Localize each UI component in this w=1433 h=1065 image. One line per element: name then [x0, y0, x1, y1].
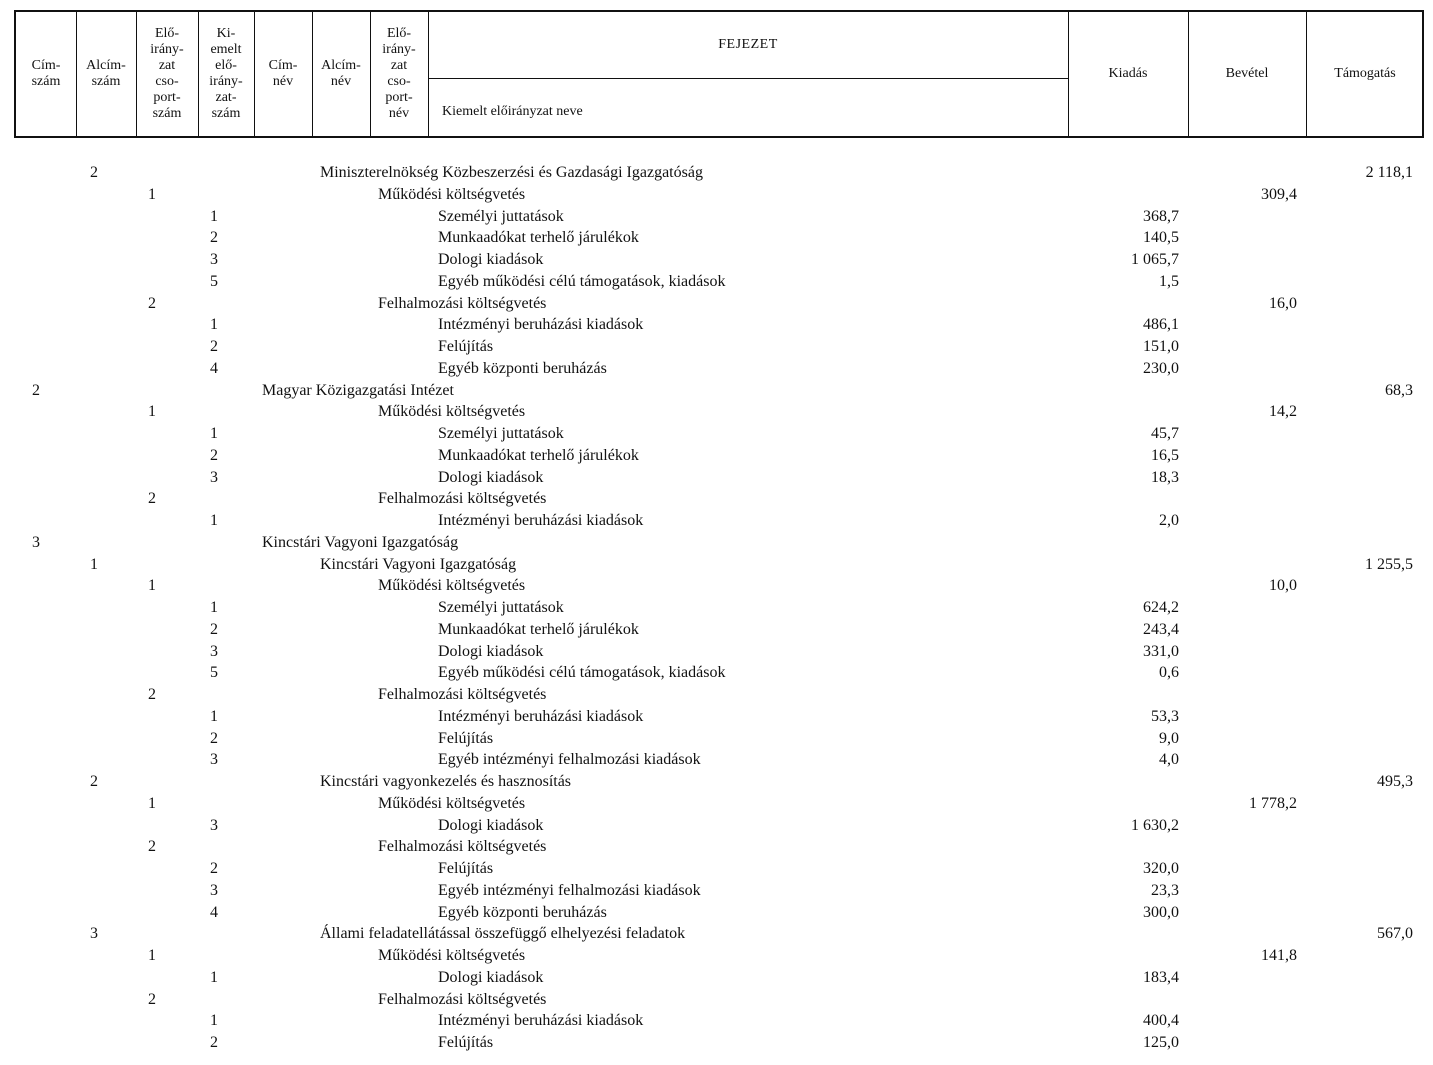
row-name: Működési költségvetés	[378, 794, 526, 812]
table-row	[0, 730, 1433, 752]
header-cimnev: Cím- név	[268, 58, 298, 89]
table-row	[0, 229, 1433, 251]
row-name: Dologi kiadások	[438, 968, 544, 986]
row-code: 5	[210, 272, 218, 290]
row-name: Működési költségvetés	[378, 185, 526, 203]
table-row	[0, 382, 1433, 404]
row-name: Működési költségvetés	[378, 403, 526, 421]
table-row	[0, 534, 1433, 556]
table-row	[0, 599, 1433, 621]
row-code: 1	[210, 207, 218, 225]
header-alcimszam: Alcím- szám	[86, 58, 126, 89]
row-code: 2	[90, 773, 98, 790]
row-name: Állami feladatellátással összefüggő elhelyezési feladatok	[320, 925, 686, 943]
table-row	[0, 1034, 1433, 1056]
header-cimszam: Cím- szám	[31, 58, 61, 89]
header-divider	[428, 78, 1068, 79]
row-kiadas: 1,5	[1159, 272, 1179, 290]
table-row	[0, 838, 1433, 860]
header-eloiranyzat-csoportszam: Elő- irány- zat cso- port- szám	[150, 26, 184, 121]
row-name: Magyar Közigazgatási Intézet	[262, 381, 454, 399]
table-row	[0, 860, 1433, 882]
row-kiadas: 1 065,7	[1131, 251, 1179, 268]
table-row	[0, 621, 1433, 643]
row-code: 2	[210, 229, 218, 247]
row-bevetel: 10,0	[1269, 577, 1297, 595]
row-code: 2	[210, 446, 218, 464]
row-code: 2	[32, 381, 40, 399]
row-name: Személyi juttatások	[438, 425, 564, 442]
row-name: Egyéb intézményi felhalmozási kiadások	[438, 751, 701, 769]
row-code: 2	[210, 620, 218, 638]
row-name: Dologi kiadások	[438, 642, 544, 660]
row-bevetel: 1 778,2	[1249, 794, 1297, 812]
row-code: 2	[148, 294, 156, 312]
row-name: Miniszterelnökség Közbeszerzési és Gazdasági Igazgatóság	[320, 164, 703, 181]
row-code: 3	[210, 881, 218, 899]
row-kiadas: 9,0	[1159, 729, 1179, 747]
row-kiadas: 300,0	[1143, 903, 1179, 921]
row-name: Intézményi beruházási kiadások	[438, 1012, 644, 1030]
row-code: 2	[148, 990, 156, 1008]
row-kiadas: 16,5	[1151, 446, 1179, 464]
row-name: Felhalmozási költségvetés	[378, 686, 547, 703]
table-row	[0, 882, 1433, 904]
table-row	[0, 577, 1433, 599]
table-row	[0, 425, 1433, 447]
table-row	[0, 795, 1433, 817]
row-code: 2	[210, 1034, 218, 1051]
row-kiadas: 23,3	[1151, 881, 1179, 899]
row-tamogatas: 1 255,5	[1365, 555, 1413, 573]
row-name: Egyéb intézményi felhalmozási kiadások	[438, 881, 701, 899]
table-row	[0, 947, 1433, 969]
row-code: 1	[210, 512, 218, 529]
table-row	[0, 469, 1433, 491]
row-name: Kincstári Vagyoni Igazgatóság	[262, 533, 459, 551]
header-kiemelt-nev: Kiemelt előirányzat neve	[442, 104, 583, 119]
row-code: 3	[90, 925, 98, 943]
header-eloiranyzat-csoportnev: Elő- irány- zat cso- port- név	[382, 26, 416, 121]
row-name: Felújítás	[438, 338, 494, 355]
table-row	[0, 251, 1433, 273]
row-tamogatas: 68,3	[1385, 381, 1413, 399]
row-name: Felújítás	[438, 729, 494, 747]
row-code: 2	[148, 686, 156, 703]
row-code: 2	[210, 729, 218, 747]
row-kiadas: 45,7	[1151, 425, 1179, 442]
row-name: Egyéb működési célú támogatások, kiadások	[438, 272, 726, 290]
row-code: 4	[210, 903, 218, 921]
row-name: Felújítás	[438, 860, 494, 877]
row-name: Dologi kiadások	[438, 816, 544, 834]
table-row	[0, 186, 1433, 208]
row-code: 1	[148, 403, 156, 421]
header-alcimnev: Alcím- név	[321, 58, 361, 89]
row-name: Működési költségvetés	[378, 947, 526, 964]
table-row	[0, 403, 1433, 425]
row-code: 3	[210, 751, 218, 769]
table-row	[0, 643, 1433, 665]
row-kiadas: 243,4	[1143, 620, 1179, 638]
table-row	[0, 925, 1433, 947]
row-tamogatas: 2 118,1	[1365, 164, 1413, 181]
row-kiadas: 400,4	[1143, 1012, 1179, 1030]
row-kiadas: 230,0	[1143, 359, 1179, 377]
row-name: Intézményi beruházási kiadások	[438, 512, 644, 529]
row-name: Egyéb működési célú támogatások, kiadások	[438, 664, 726, 682]
table-row	[0, 686, 1433, 708]
table-row	[0, 316, 1433, 338]
row-kiadas: 368,7	[1143, 207, 1179, 225]
row-code: 1	[210, 425, 218, 442]
table-row	[0, 1012, 1433, 1034]
row-kiadas: 0,6	[1159, 664, 1179, 682]
row-tamogatas: 567,0	[1377, 925, 1413, 943]
table-row	[0, 904, 1433, 926]
header-bevetel: Bevétel	[1225, 66, 1269, 81]
row-code: 2	[210, 338, 218, 355]
row-code: 3	[210, 468, 218, 486]
row-code: 3	[32, 533, 40, 551]
row-kiadas: 140,5	[1143, 229, 1179, 247]
row-name: Felhalmozási költségvetés	[378, 990, 547, 1008]
table-row	[0, 338, 1433, 360]
table-row	[0, 556, 1433, 578]
row-kiadas: 4,0	[1159, 751, 1179, 769]
row-name: Egyéb központi beruházás	[438, 903, 607, 921]
row-name: Dologi kiadások	[438, 251, 544, 268]
row-bevetel: 14,2	[1269, 403, 1297, 421]
row-code: 1	[148, 947, 156, 964]
table-row	[0, 360, 1433, 382]
header-fejezet: FEJEZET	[718, 37, 778, 52]
table-row	[0, 164, 1433, 186]
row-code: 1	[148, 577, 156, 595]
table-row	[0, 991, 1433, 1013]
header-kiemelt-eloiranyzatszam: Ki- emelt elő- irány- zat- szám	[209, 26, 243, 121]
row-name: Felújítás	[438, 1034, 494, 1051]
row-code: 1	[148, 794, 156, 812]
row-tamogatas: 495,3	[1377, 773, 1413, 790]
row-name: Felhalmozási költségvetés	[378, 294, 547, 312]
row-kiadas: 18,3	[1151, 468, 1179, 486]
row-kiadas: 486,1	[1143, 316, 1179, 334]
row-name: Munkaadókat terhelő járulékok	[438, 229, 639, 247]
row-kiadas: 183,4	[1143, 968, 1179, 986]
row-bevetel: 16,0	[1269, 294, 1297, 312]
table-row	[0, 751, 1433, 773]
table-row	[0, 447, 1433, 469]
row-name: Személyi juttatások	[438, 207, 564, 225]
row-code: 1	[210, 316, 218, 334]
table-row	[0, 273, 1433, 295]
table-row	[0, 512, 1433, 534]
row-name: Dologi kiadások	[438, 468, 544, 486]
row-kiadas: 320,0	[1143, 860, 1179, 877]
row-code: 1	[210, 1012, 218, 1030]
table-row	[0, 664, 1433, 686]
row-kiadas: 125,0	[1143, 1034, 1179, 1051]
row-name: Intézményi beruházási kiadások	[438, 316, 644, 334]
row-name: Munkaadókat terhelő járulékok	[438, 446, 639, 464]
row-name: Felhalmozási költségvetés	[378, 838, 547, 856]
row-kiadas: 624,2	[1143, 599, 1179, 616]
row-name: Kincstári Vagyoni Igazgatóság	[320, 555, 517, 573]
row-code: 2	[210, 860, 218, 877]
row-kiadas: 151,0	[1143, 338, 1179, 355]
row-name: Személyi juttatások	[438, 599, 564, 616]
row-code: 4	[210, 359, 218, 377]
row-kiadas: 1 630,2	[1131, 816, 1179, 834]
row-code: 5	[210, 664, 218, 682]
row-code: 1	[210, 707, 218, 725]
row-code: 3	[210, 816, 218, 834]
row-kiadas: 2,0	[1159, 512, 1179, 529]
row-code: 1	[210, 599, 218, 616]
table-row	[0, 490, 1433, 512]
row-code: 2	[90, 164, 98, 181]
table-row	[0, 708, 1433, 730]
row-code: 3	[210, 642, 218, 660]
table-row	[0, 773, 1433, 795]
row-code: 3	[210, 251, 218, 268]
row-code: 1	[210, 968, 218, 986]
row-bevetel: 141,8	[1261, 947, 1297, 964]
row-code: 2	[148, 490, 156, 508]
row-name: Kincstári vagyonkezelés és hasznosítás	[320, 773, 572, 790]
header-kiadas: Kiadás	[1108, 66, 1148, 81]
row-code: 1	[90, 555, 98, 573]
row-name: Működési költségvetés	[378, 577, 526, 595]
row-kiadas: 53,3	[1151, 707, 1179, 725]
row-code: 1	[148, 185, 156, 203]
table-row	[0, 969, 1433, 991]
row-code: 2	[148, 838, 156, 856]
row-bevetel: 309,4	[1261, 185, 1297, 203]
row-kiadas: 331,0	[1143, 642, 1179, 660]
table-row	[0, 817, 1433, 839]
table-row	[0, 208, 1433, 230]
table-row	[0, 295, 1433, 317]
row-name: Munkaadókat terhelő járulékok	[438, 620, 639, 638]
row-name: Felhalmozási költségvetés	[378, 490, 547, 508]
header-tamogatas: Támogatás	[1334, 66, 1396, 81]
row-name: Intézményi beruházási kiadások	[438, 707, 644, 725]
row-name: Egyéb központi beruházás	[438, 359, 607, 377]
table-header	[14, 10, 1424, 138]
